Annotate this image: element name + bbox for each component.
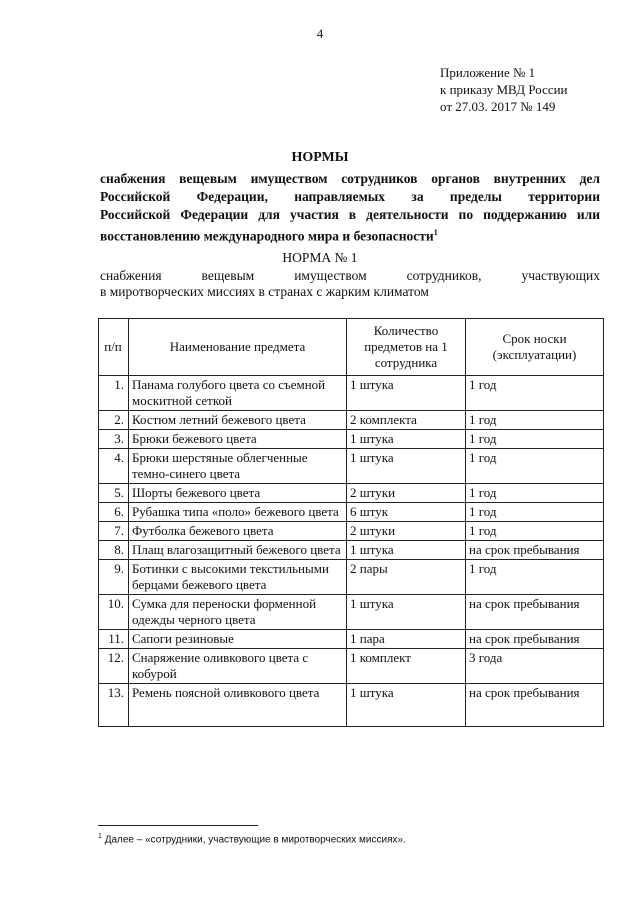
row-term: 1 год: [466, 430, 604, 449]
document-subtitle: [100, 170, 600, 246]
table-row: [99, 503, 604, 522]
subtitle-line-4: [100, 224, 600, 246]
row-quantity: 1 комплект: [347, 649, 466, 684]
table-row: [99, 449, 604, 484]
appendix-reference: [440, 64, 568, 115]
row-item-name: Рубашка типа «поло» бежевого цвета: [129, 503, 347, 522]
norms-table: [98, 318, 604, 727]
table-header-row: [99, 319, 604, 376]
row-number: 12.: [99, 649, 129, 684]
row-quantity: 1 штука: [347, 430, 466, 449]
row-quantity: 1 штука: [347, 541, 466, 560]
footnote-text: Далее – «сотрудники, участвующие в миротворческих миссиях».: [104, 834, 406, 846]
table-row: [99, 522, 604, 541]
row-number: 9.: [99, 560, 129, 595]
header-name: Наименование предмета: [129, 319, 347, 376]
appendix-line-1: Приложение № 1: [440, 65, 536, 80]
row-item-name: Плащ влагозащитный бежевого цвета: [129, 541, 347, 560]
row-term: 1 год: [466, 411, 604, 430]
row-item-name: Шорты бежевого цвета: [129, 484, 347, 503]
row-term: 1 год: [466, 503, 604, 522]
row-item-name: Сапоги резиновые: [129, 630, 347, 649]
row-quantity: 2 комплекта: [347, 411, 466, 430]
row-item-name: Панама голубого цвета со съемной москитной сеткой: [129, 376, 347, 411]
table-row: [99, 484, 604, 503]
page-number: 4: [316, 26, 324, 41]
row-term: на срок пребывания: [466, 541, 604, 560]
row-number: 6.: [99, 503, 129, 522]
header-qty: Количество предметов на 1 сотрудника: [347, 319, 466, 376]
table-row: [99, 560, 604, 595]
row-number: 11.: [99, 630, 129, 649]
footnote-mark: 1: [98, 833, 102, 840]
table-row: [99, 595, 604, 630]
row-term: 3 года: [466, 649, 604, 684]
row-item-name: Футболка бежевого цвета: [129, 522, 347, 541]
footnote: [98, 833, 406, 845]
row-quantity: 2 штуки: [347, 522, 466, 541]
norm-line-1: снабжения вещевым имуществом сотрудников, участвующих: [100, 268, 600, 283]
header-term: Срок носки (эксплуатации): [466, 319, 604, 376]
table-row: [99, 684, 604, 727]
footnote-reference: 1: [433, 228, 438, 237]
row-number: 3.: [99, 430, 129, 449]
table-row: [99, 411, 604, 430]
row-quantity: 2 пары: [347, 560, 466, 595]
document-title: НОРМЫ: [291, 150, 349, 165]
row-term: 1 год: [466, 560, 604, 595]
subtitle-line-2: Российской Федерации, направляемых за пределы территории: [100, 189, 600, 204]
row-number: 4.: [99, 449, 129, 484]
row-term: на срок пребывания: [466, 684, 604, 727]
subtitle-line-4-text: восстановлению международного мира и безопасности: [100, 228, 434, 244]
subtitle-line-3: Российской Федерации для участия в деятельности по поддержанию или: [100, 207, 600, 222]
row-term: 1 год: [466, 449, 604, 484]
table-row: [99, 649, 604, 684]
row-item-name: Брюки шерстяные облегченные темно-синего цвета: [129, 449, 347, 484]
row-item-name: Снаряжение оливкового цвета с кобурой: [129, 649, 347, 684]
table-row: [99, 376, 604, 411]
table-body: [99, 376, 604, 727]
norm-description: [100, 268, 600, 300]
row-number: 2.: [99, 411, 129, 430]
row-term: 1 год: [466, 376, 604, 411]
row-item-name: Сумка для переноски форменной одежды черного цвета: [129, 595, 347, 630]
row-item-name: Ремень поясной оливкового цвета: [129, 684, 347, 727]
row-number: 7.: [99, 522, 129, 541]
row-number: 1.: [99, 376, 129, 411]
row-term: 1 год: [466, 522, 604, 541]
row-quantity: 1 штука: [347, 595, 466, 630]
row-quantity: 2 штуки: [347, 484, 466, 503]
row-term: на срок пребывания: [466, 595, 604, 630]
subtitle-line-1: снабжения вещевым имуществом сотрудников органов внутренних дел: [100, 171, 600, 186]
norm-line-2: в миротворческих миссиях в странах с жарким климатом: [100, 284, 429, 299]
row-item-name: Костюм летний бежевого цвета: [129, 411, 347, 430]
appendix-line-3: от 27.03. 2017 № 149: [440, 99, 556, 114]
row-quantity: 1 пара: [347, 630, 466, 649]
row-term: на срок пребывания: [466, 630, 604, 649]
appendix-line-2: к приказу МВД России: [440, 82, 568, 97]
header-num: п/п: [99, 319, 129, 376]
norm-title: НОРМА № 1: [282, 250, 358, 265]
row-quantity: 1 штука: [347, 376, 466, 411]
row-term: 1 год: [466, 484, 604, 503]
row-number: 13.: [99, 684, 129, 727]
table-row: [99, 430, 604, 449]
table-row: [99, 541, 604, 560]
row-quantity: 1 штука: [347, 449, 466, 484]
row-item-name: Ботинки с высокими текстильными берцами бежевого цвета: [129, 560, 347, 595]
footnote-separator: [98, 825, 258, 826]
row-number: 10.: [99, 595, 129, 630]
row-quantity: 6 штук: [347, 503, 466, 522]
row-number: 5.: [99, 484, 129, 503]
row-quantity: 1 штука: [347, 684, 466, 727]
row-number: 8.: [99, 541, 129, 560]
row-item-name: Брюки бежевого цвета: [129, 430, 347, 449]
table-row: [99, 630, 604, 649]
